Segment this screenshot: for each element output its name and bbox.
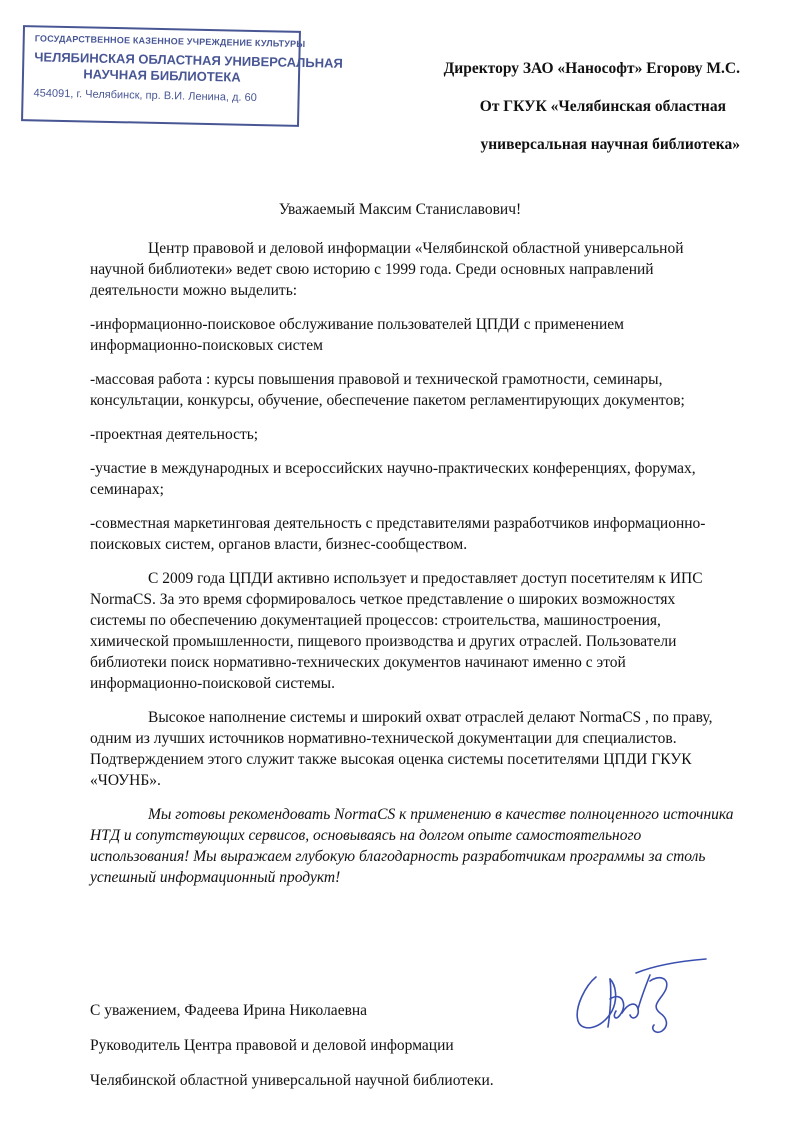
paragraph-normacs-usage: С 2009 года ЦПДИ активно использует и предоставляет доступ посетителям к ИПС NormaCS. За это время сформировалось четкое представление о широких возможностях системы по обеспечению документацией процессов: строительства, машиностроения, химической промышленности, пищевого производства и других отраслей. Пользователи библиотеки поиск нормативно-технических документов начинают именно с этой информационно-поисковой системы. (90, 570, 703, 692)
stamp-line-3: НАУЧНАЯ БИБЛИОТЕКА (83, 66, 241, 85)
stamp-line-1: ГОСУДАРСТВЕННОЕ КАЗЕННОЕ УЧРЕЖДЕНИЕ КУЛЬТУРЫ (34, 33, 306, 50)
organization-stamp (21, 25, 343, 127)
letter-body (90, 238, 735, 901)
stamp-line-2: ЧЕЛЯБИНСКАЯ ОБЛАСТНАЯ УНИВЕРСАЛЬНАЯ (34, 49, 343, 71)
signature-block (90, 1000, 494, 1105)
paragraph-item-conferences: -участие в международных и всероссийских научно-практических конференциях, форумах, семинарах; (90, 460, 696, 498)
closing-line-2: Руководитель Центра правовой и деловой информации (90, 1037, 454, 1054)
salutation: Уважаемый Максим Станиславович! (278, 201, 522, 218)
paragraph-item-search-service: -информационно-поисковое обслуживание пользователей ЦПДИ с применением информационно-поисковых систем (90, 316, 624, 354)
paragraph-item-mass-work: -массовая работа : курсы повышения правовой и технической грамотности, семинары, консультации, конкурсы, обучение, обеспечение пакетом регламентирующих документов; (90, 371, 685, 409)
addressee-line-2: От ГКУК «Челябинская областная (479, 98, 726, 115)
handwritten-signature (566, 955, 711, 1045)
paragraph-recommendation: Мы готовы рекомендовать NormaCS к применению в качестве полноценного источника НТД и сопутствующих сервисов, основываясь на долгом опыте самостоятельного использования! Мы выражаем глубокую благодарность разработчикам программы за столь успешный информационный продукт! (90, 806, 734, 886)
closing-line-1: С уважением, Фадеева Ирина Николаевна (90, 1002, 368, 1019)
stamp-line-4: 454091, г. Челябинск, пр. В.И. Ленина, д. 60 (33, 87, 257, 105)
closing-line-3: Челябинской областной универсальной научной библиотеки. (90, 1072, 494, 1089)
addressee-line-1: Директору ЗАО «Нанософт» Егорову М.С. (443, 60, 740, 77)
paragraph-intro: Центр правовой и деловой информации «Челябинской областной универсальной научной библиотеки» ведет свою историю с 1999 года. Среди основных направлений деятельности можно выделить: (90, 240, 684, 299)
paragraph-item-marketing: -совместная маркетинговая деятельность с представителями разработчиков информационно-поисковых систем, органов власти, бизнес-сообществом. (90, 515, 706, 553)
paragraph-normacs-quality: Высокое наполнение системы и широкий охват отраслей делают NormaCS , по праву, одним из лучших источников нормативно-технической документации для специалистов. Подтверждением этого служит также высокая оценка системы посетителями ЦПДИ ГКУК «ЧОУНБ». (90, 709, 713, 789)
paragraph-item-projects: -проектная деятельность; (90, 426, 259, 443)
addressee-line-3: универсальная научная библиотека» (480, 136, 740, 153)
